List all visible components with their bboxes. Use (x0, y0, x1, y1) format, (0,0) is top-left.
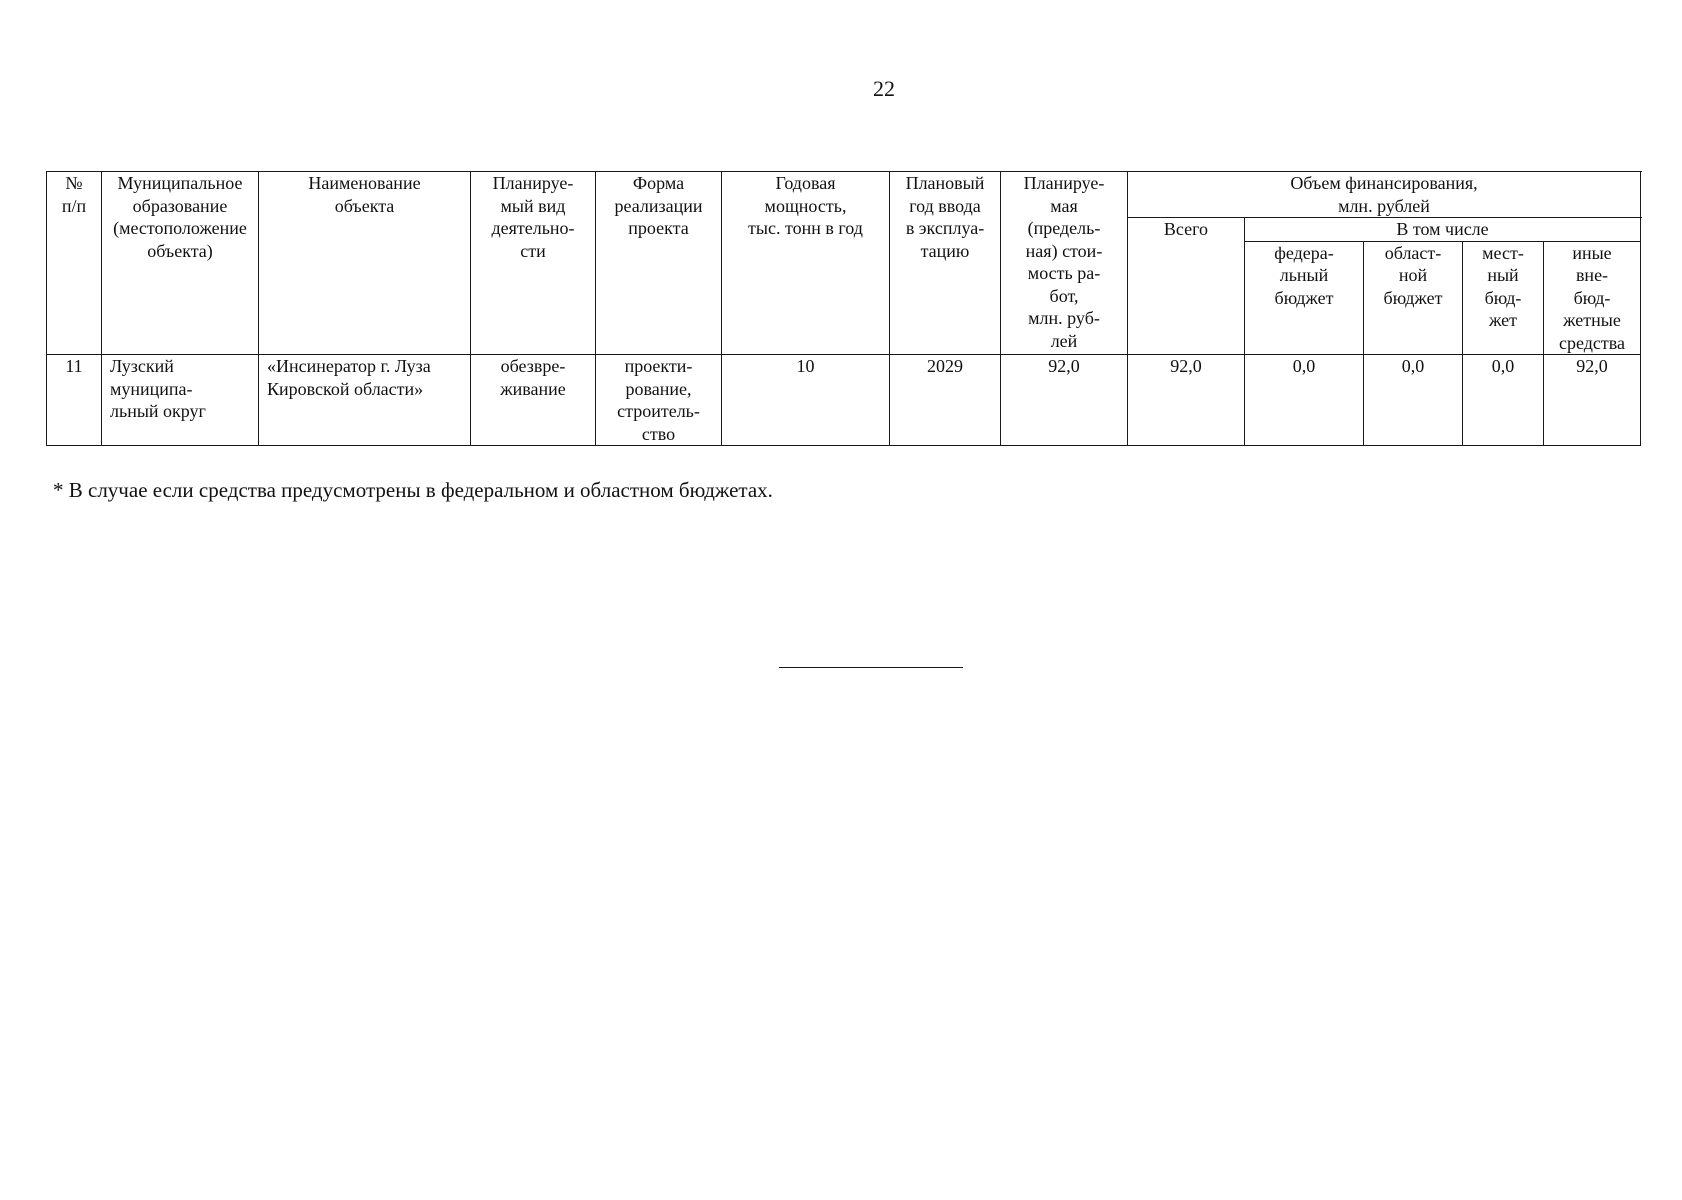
header-form: Форма реализации проекта (596, 172, 722, 355)
cell-regional: 0,0 (1364, 355, 1463, 446)
header-including: В том числе (1245, 218, 1641, 242)
header-municipality: Муниципальное образование (местоположение объекта) (102, 172, 259, 355)
table-row (47, 355, 1641, 446)
header-no: № п/п (47, 172, 102, 355)
cell-municipality: Лузский муниципа- льный округ (102, 355, 259, 446)
financing-table (46, 171, 1641, 446)
cell-capacity: 10 (722, 355, 890, 446)
cell-no: 11 (47, 355, 102, 446)
footnote: * В случае если средства предусмотрены в федеральном и областном бюджетах. (53, 478, 773, 502)
header-total: Всего (1128, 218, 1245, 355)
cell-other: 92,0 (1544, 355, 1641, 446)
page-number: 22 (873, 76, 895, 101)
header-capacity: Годовая мощность, тыс. тонн в год (722, 172, 890, 355)
cell-local: 0,0 (1463, 355, 1544, 446)
cell-year: 2029 (890, 355, 1001, 446)
cell-activity: обезвре- живание (471, 355, 596, 446)
header-object-name: Наименование объекта (259, 172, 471, 355)
cell-federal: 0,0 (1245, 355, 1364, 446)
header-federal: федера- льный бюджет (1245, 241, 1364, 355)
cell-total: 92,0 (1128, 355, 1245, 446)
closing-divider (779, 667, 963, 668)
header-regional: област- ной бюджет (1364, 241, 1463, 355)
header-row-1 (47, 172, 1641, 218)
header-cost: Планируе- мая (предель- ная) стои- мость ра- бот, млн. руб- лей (1001, 172, 1128, 355)
cell-cost: 92,0 (1001, 355, 1128, 446)
header-year: Плановый год ввода в эксплуа- тацию (890, 172, 1001, 355)
header-local: мест- ный бюд- жет (1463, 241, 1544, 355)
cell-object-name: «Инсинератор г. Луза Кировской области» (259, 355, 471, 446)
header-activity: Планируе- мый вид деятельно- сти (471, 172, 596, 355)
cell-form: проекти- рование, строитель- ство (596, 355, 722, 446)
header-other: иные вне- бюд- жетные средства (1544, 241, 1641, 355)
header-financing: Объем финансирования, млн. рублей (1128, 172, 1641, 218)
